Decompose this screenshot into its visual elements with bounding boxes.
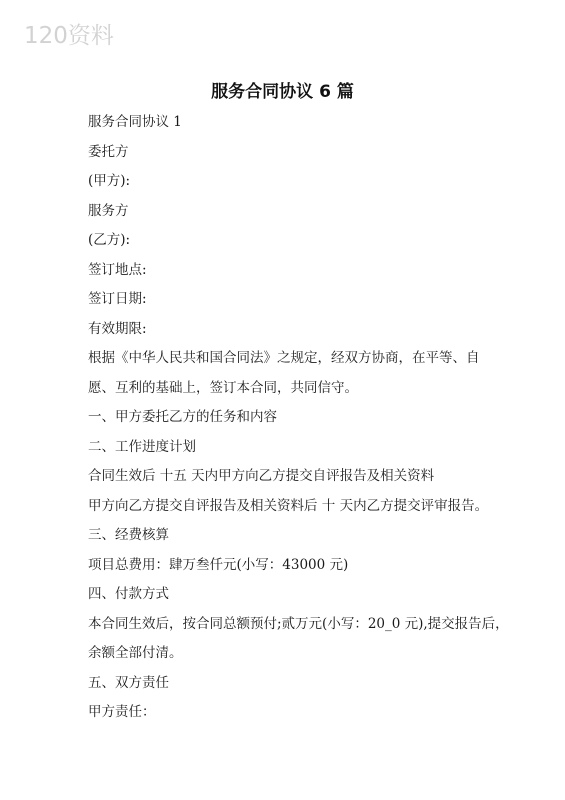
payment-line-2: 余额全部付清。 (88, 645, 183, 661)
payment-line-1: 本合同生效后，按合同总额预付;贰万元(小写：20_0 元),提交报告后， (88, 615, 509, 632)
validity-field: 有效期限: (88, 320, 147, 337)
party-a-field: (甲方): (88, 173, 131, 189)
preamble-line-1: 根据《中华人民共和国合同法》之规定，经双方协商，在平等、自 (88, 350, 480, 366)
schedule-line-2: 甲方向乙方提交自评报告及相关资料后 十 天内乙方提交评审报告。 (88, 497, 489, 514)
party-a-label: 委托方 (88, 143, 129, 160)
clause-heading-1: 一、甲方委托乙方的任务和内容 (88, 409, 277, 425)
signing-place-field: 签订地点: (88, 261, 147, 278)
clause-heading-3: 三、经费核算 (88, 527, 169, 543)
clause-heading-4: 四、付款方式 (88, 586, 169, 602)
watermark-logo: 120资料 (24, 23, 114, 49)
party-b-field: (乙方): (88, 232, 131, 248)
party-b-label: 服务方 (88, 202, 129, 219)
clause-heading-2: 二、工作进度计划 (88, 438, 196, 455)
document-body (88, 108, 509, 728)
schedule-line-1: 合同生效后 十五 天内甲方向乙方提交自评报告及相关资料 (88, 468, 435, 484)
total-cost-line: 项目总费用：肆万叁仟元(小写：43000 元) (88, 556, 349, 573)
document-title: 服务合同协议 6 篇 (211, 82, 354, 102)
party-a-duties-heading: 甲方责任： (88, 704, 156, 720)
preamble-line-2: 愿、互利的基础上，签订本合同，共同信守。 (88, 379, 358, 396)
clause-heading-5: 五、双方责任 (88, 674, 169, 691)
signing-date-field: 签订日期: (88, 291, 147, 307)
section-heading: 服务合同协议 1 (88, 114, 182, 130)
